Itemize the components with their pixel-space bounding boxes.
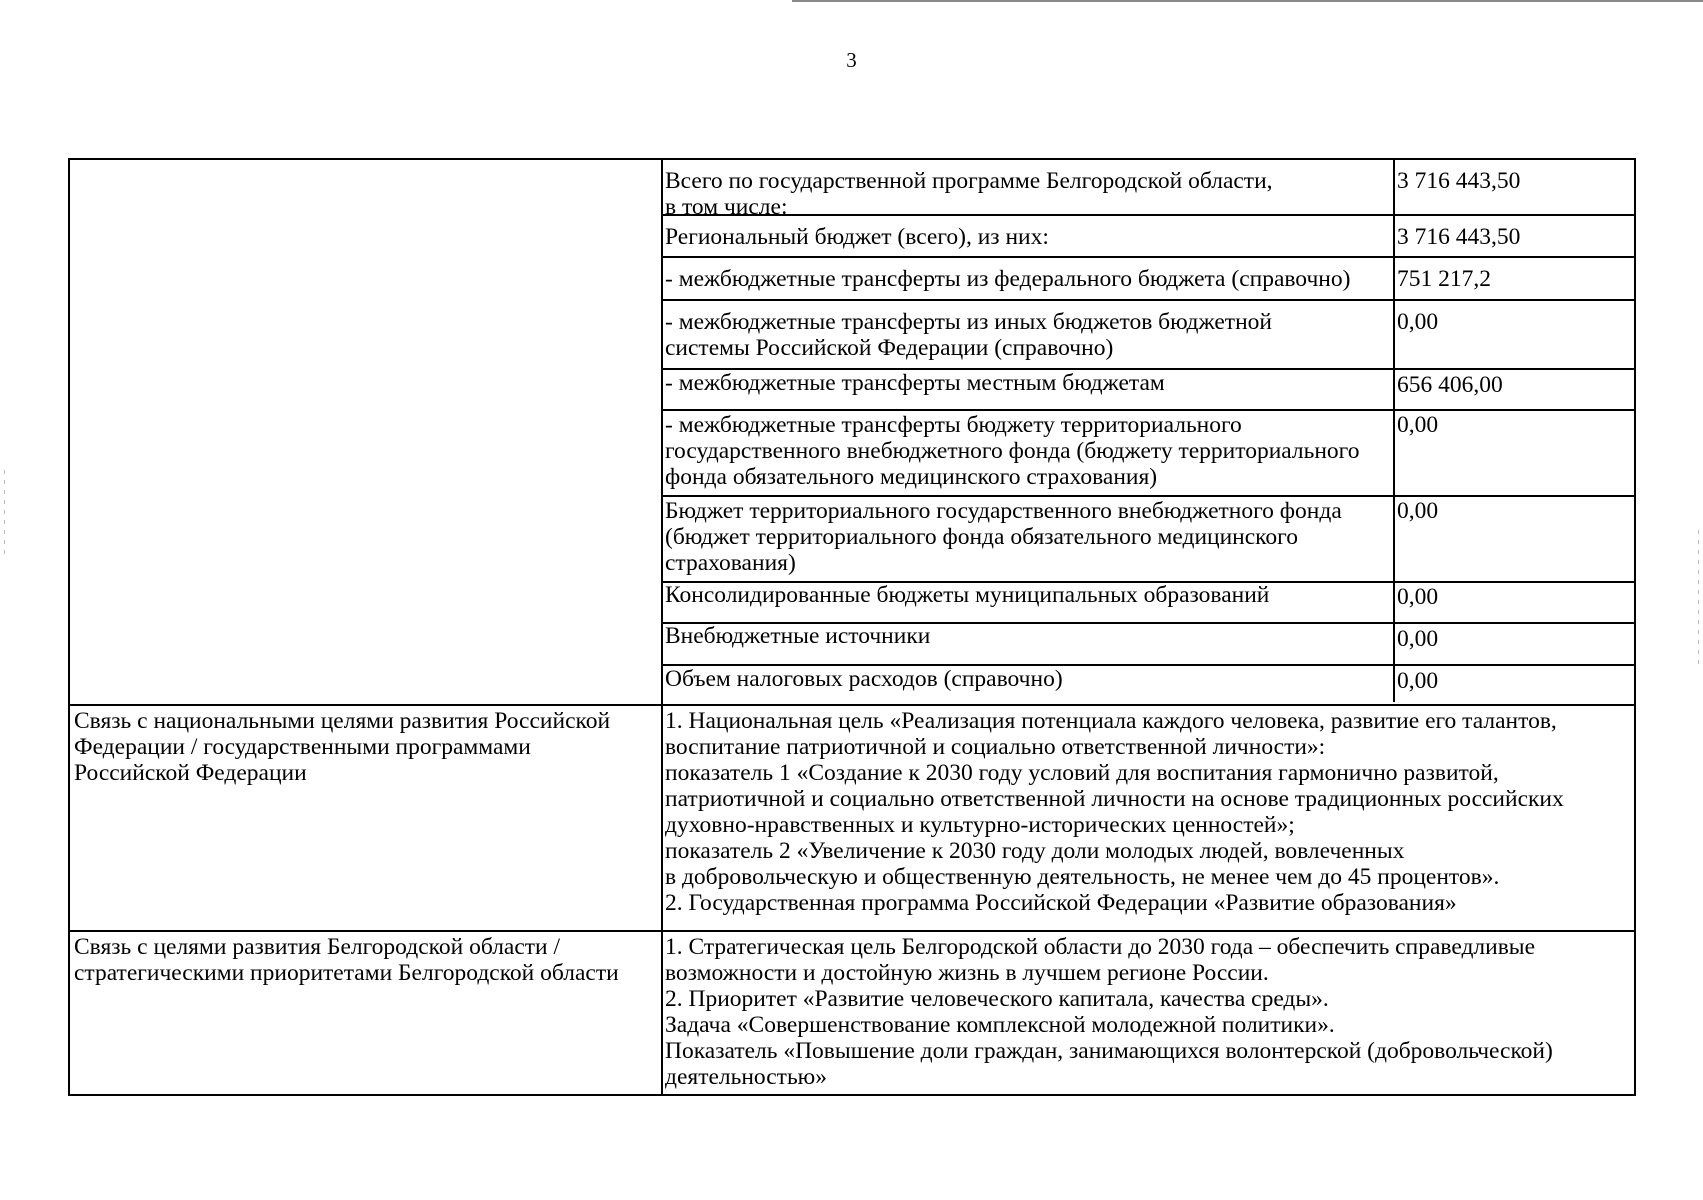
financing-row-label: Консолидированные бюджеты муниципальных образований bbox=[665, 582, 1270, 608]
financing-row-value: 0,00 bbox=[1397, 498, 1439, 524]
right-margin-mark bbox=[1698, 530, 1699, 670]
financing-row-label: Всего по государственной программе Белгородской области, в том числе: bbox=[665, 168, 1273, 220]
section-separator bbox=[70, 930, 1634, 932]
national-goals-text: 1. Национальная цель «Реализация потенциала каждого человека, развитие его талантов, воспитание патриотичной и социально ответственной личности»: показатель 1 «Создание к 2030 году условий для воспитания гармонично развитой, патриотичной и социально ответственной личности на основе традиционных российских духовно-нравственных и культурно-исторических ценностей»; показатель 2 «Увеличение к 2030 году доли молодых людей, вовлеченных в добровольческую и общественную деятельность, не менее чем до 45 процентов». 2. Государственная программа Российской Федерации «Развитие образования» bbox=[665, 708, 1564, 916]
financing-row-label: - межбюджетные трансферты местным бюджетам bbox=[665, 370, 1165, 396]
top-edge-line bbox=[792, 0, 1703, 2]
section-separator bbox=[70, 704, 1634, 706]
row-separator bbox=[661, 256, 1634, 258]
row-separator bbox=[661, 495, 1634, 497]
financing-row-value: 0,00 bbox=[1397, 412, 1439, 438]
regional-goals-label: Связь с целями развития Белгородской области / стратегическими приоритетами Белгородской области bbox=[74, 934, 619, 986]
financing-row-label: - межбюджетные трансферты бюджету территориального государственного внебюджетного фонда (бюджету территориального фонда обязательного медицинского страхования) bbox=[665, 412, 1360, 490]
financing-row-label: Внебюджетные источники bbox=[665, 623, 931, 649]
financing-row-label: - межбюджетные трансферты из иных бюджетов бюджетной системы Российской Федерации (справочно) bbox=[665, 309, 1272, 361]
left-margin-mark bbox=[4, 470, 5, 560]
regional-goals-text: 1. Стратегическая цель Белгородской области до 2030 года – обеспечить справедливые возможности и достойную жизнь в лучшем регионе России. 2. Приоритет «Развитие человеческого капитала, качества среды». Задача «Совершенствование комплексной молодежной политики». Показатель «Повышение доли граждан, занимающихся волонтерской (добровольческой) деятельностью» bbox=[665, 934, 1553, 1090]
row-separator bbox=[661, 409, 1634, 411]
financing-row-value: 0,00 bbox=[1397, 584, 1439, 610]
financing-row-label: Объем налоговых расходов (справочно) bbox=[665, 666, 1063, 692]
financing-row-value: 0,00 bbox=[1397, 626, 1439, 652]
financing-row-label: - межбюджетные трансферты из федерального бюджета (справочно) bbox=[665, 266, 1351, 292]
financing-row-value: 656 406,00 bbox=[1397, 372, 1503, 398]
financing-row-label: Региональный бюджет (всего), из них: bbox=[665, 224, 1049, 250]
financing-row-value: 3 716 443,50 bbox=[1397, 168, 1521, 194]
passport-table bbox=[68, 158, 1636, 1096]
financing-row-value: 0,00 bbox=[1397, 668, 1439, 694]
value-column-divider bbox=[1393, 160, 1395, 702]
financing-row-value: 0,00 bbox=[1397, 309, 1439, 335]
page-number: 3 bbox=[846, 48, 857, 72]
national-goals-label: Связь с национальными целями развития Российской Федерации / государственными программами Российской Федерации bbox=[74, 708, 611, 786]
financing-row-label: Бюджет территориального государственного внебюджетного фонда (бюджет территориального фонда обязательного медицинского страхования) bbox=[665, 498, 1342, 576]
row-separator bbox=[661, 299, 1634, 301]
financing-row-value: 3 716 443,50 bbox=[1397, 224, 1521, 250]
financing-row-value: 751 217,2 bbox=[1397, 266, 1491, 292]
